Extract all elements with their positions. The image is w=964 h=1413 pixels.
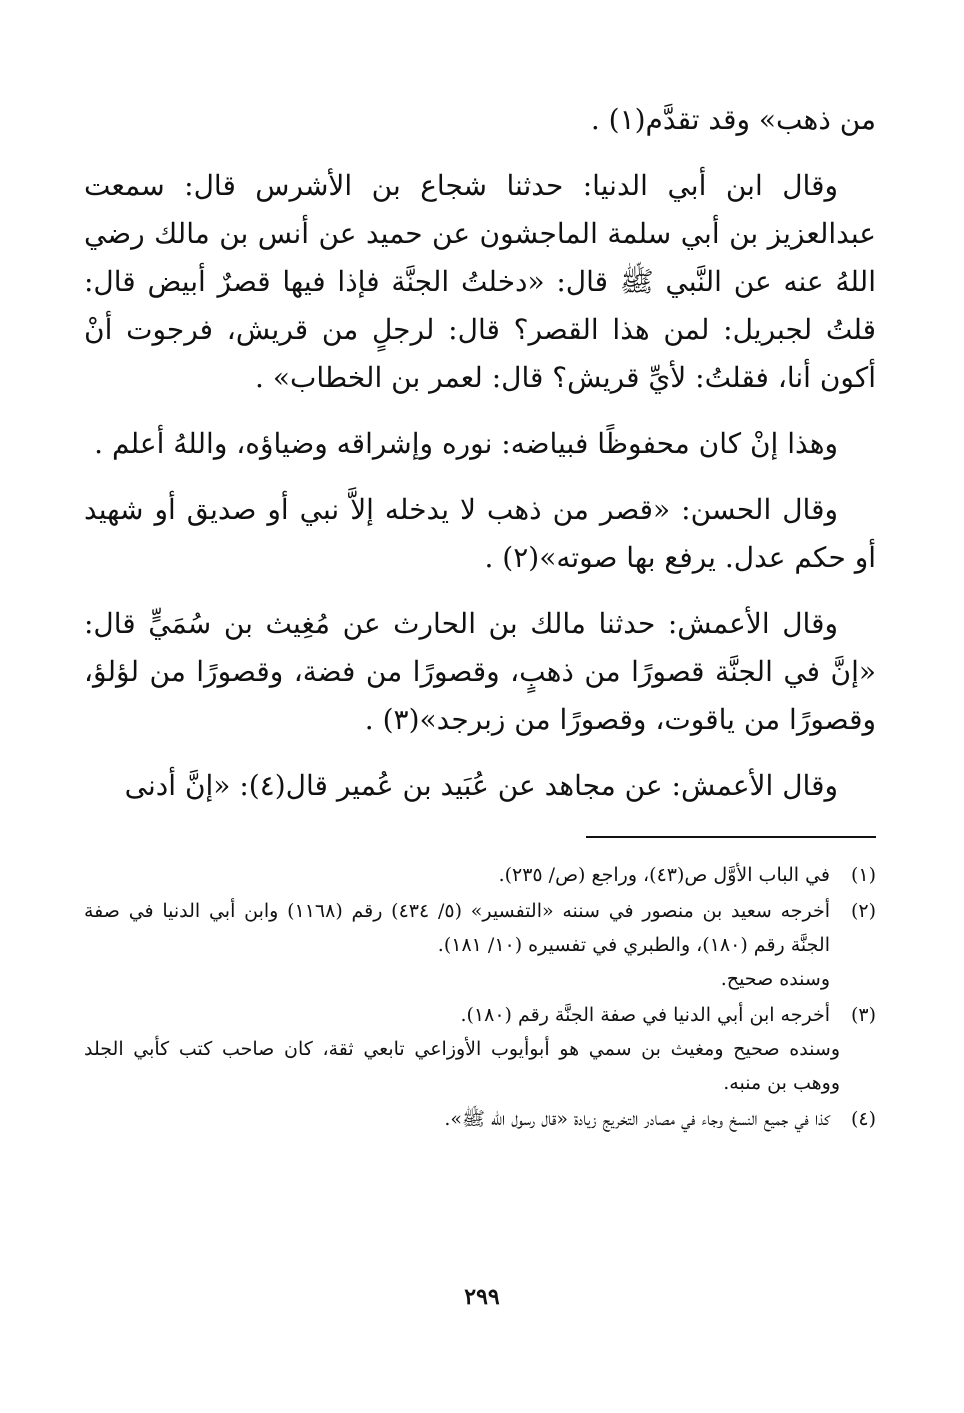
footnote-2 <box>84 894 876 996</box>
footnote-separator <box>586 836 876 838</box>
footnote-4 <box>84 1102 876 1136</box>
footnote-line: وسنده صحيح. <box>720 968 830 990</box>
footnote-3 <box>84 998 876 1100</box>
paragraph-2: وقال ابن أبي الدنيا: حدثنا شجاع بن الأشرس قال: سمعت عبدالعزيز بن أبي سلمة الماجشون عن حميد عن أنس بن مالك رضي اللهُ عنه عن النَّبي ﷺ قال: «دخلتُ الجنَّة فإذا فيها قصرٌ أبيض قال: قلتُ لجبريل: لمن هذا القصر؟ قال: لرجلٍ من قريش، فرجوت أنْ أكون أنا، فقلتُ: لأيِّ قريش؟ قال: لعمر بن الخطاب» . <box>84 169 876 394</box>
footnote-text <box>84 858 830 892</box>
footnote-1 <box>84 858 876 892</box>
footnote-number: (٢) <box>850 900 876 922</box>
footnote-line: أخرجه سعيد بن منصور في سننه «التفسير» (٥/ ٤٣٤) رقم (١١٦٨) وابن أبي الدنيا في صفة الجنَّة رقم (١٨٠)، والطبري في تفسيره (١٠/ ١٨١). <box>84 900 831 956</box>
paragraph-5: وقال الأعمش: حدثنا مالك بن الحارث عن مُغِيث بن سُمَيٍّ قال: «إنَّ في الجنَّة قصورًا من ذهبٍ، وقصورًا من فضة، وقصورًا من لؤلؤ، وقصورًا من ياقوت، وقصورًا من زبرجد»(٣) . <box>84 607 876 736</box>
footnote-line: كذا في جميع النسخ وجاء في مصادر التخريج زيادة «قال رسول الله ﷺ». <box>444 1108 830 1130</box>
main-text <box>84 96 876 810</box>
footnote-line: أخرجه ابن أبي الدنيا في صفة الجنَّة رقم (١٨٠). <box>460 1004 830 1026</box>
footnote-number: (٤) <box>850 1108 876 1130</box>
footnote-text <box>84 1102 830 1136</box>
paragraph-3: وهذا إنْ كان محفوظًا فبياضه: نوره وإشراقه وضياؤه، واللهُ أعلم . <box>94 427 838 460</box>
footnote-text <box>84 894 830 996</box>
footnote-line: في الباب الأوَّل ص(٤٣)، وراجع (ص/ ٢٣٥). <box>498 864 830 886</box>
paragraph-6: وقال الأعمش: عن مجاهد عن عُبَيد بن عُمير قال(٤): «إنَّ أدنى <box>124 769 838 802</box>
footnote-text <box>84 998 840 1100</box>
footnote-line: وسنده صحيح ومغيث بن سمي هو أبوأيوب الأوزاعي تابعي ثقة، كان صاحب كتب كأبي الجلد ووهب بن منبه. <box>84 1038 840 1094</box>
paragraph-4: وقال الحسن: «قصر من ذهب لا يدخله إلاَّ نبي أو صديق أو شهيد أو حكم عدل. يرفع بها صوته»(٢) . <box>84 493 876 574</box>
footnote-number: (٣) <box>850 1004 876 1026</box>
page-number: ٢٩٩ <box>464 1284 500 1310</box>
paragraph-1: من ذهب» وقد تقدَّم(١) . <box>590 103 876 136</box>
footnotes <box>84 858 876 1136</box>
footnote-number: (١) <box>850 864 876 886</box>
